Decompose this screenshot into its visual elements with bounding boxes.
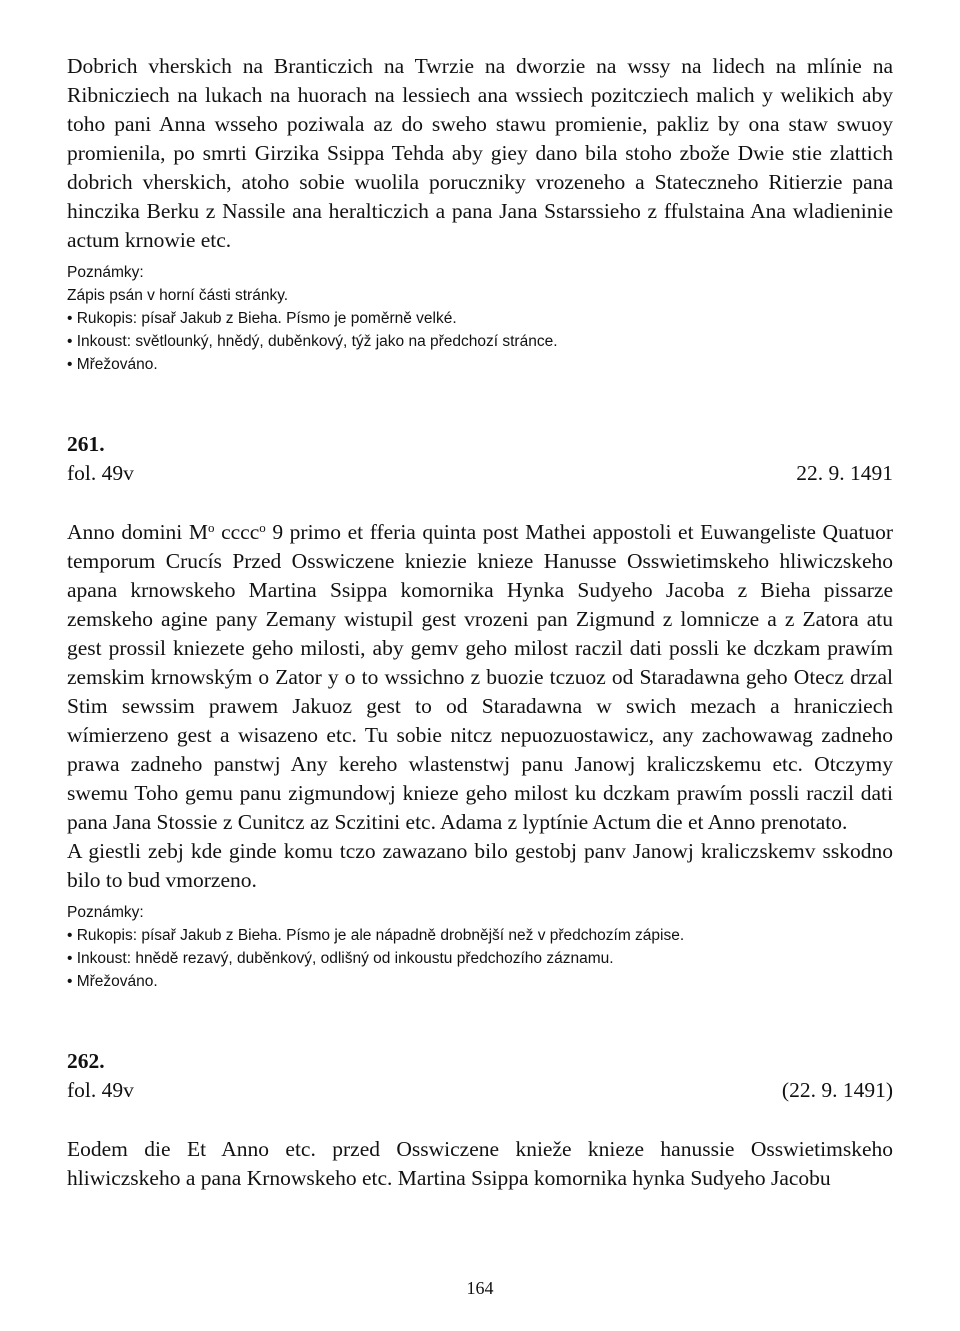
text-part: cccc [214, 520, 260, 544]
entry-date: 22. 9. 1491 [796, 461, 893, 485]
notes-label: Poznámky: [67, 264, 144, 281]
note-item: • Inkoust: světlounký, hnědý, duběnkový, týž jako na předchozí stránce. [67, 330, 893, 353]
superscript: o [259, 520, 266, 535]
entry-number: 261. [67, 432, 105, 456]
top-paragraph: Dobrich vherskich na Branticzich na Twrzie na dworzie na wssy na lidech na mlínie na Ribnicziech na lukach na huorach na lessiech ana wssiech pozitcziech malich y welikich aby toho pani Anna wsseho poziwala az do sweho stawu promienie, pakliz by ona staw swuoy promienila, po smrti Girzika Ssippa Tehda aby giey dano bila stoho zbože Dwie stie zlattich dobrich vherskich, atoho sobie wuolila poruczniky vrozeneho a Stateczneho Ritierzie pana hinczika Berku z Nassile ana heralticzich a pana Jana Sstarssieho z ffulstaina Ana wladieninie actum krnowie etc. [67, 54, 893, 252]
top-notes [67, 261, 893, 376]
superscript: o [207, 520, 215, 535]
note-item: • Mřežováno. [67, 353, 893, 376]
text-part: 9 primo et fferia quinta post Mathei appostoli et Euwangeliste Quatuor temporum Crucís Przed Osswiczene kniezie knieze Hanusse Osswietimskeho hliwiczskeho apana krnowskeho Martina Ssippa komornika Hynka Sudyeho Jacoba z Bieha pissarze zemskeho agine pany Zemany wistupil gest vrozeni pan Zigmund z lomnicze a z Zatora atu gest prossil kniezete geho milosti, aby gemv geho milost raczil dati possli ke dczkam prawím zemskim krnowským o Zator y o to wssichno z buozie tczuoz od Staradawna geho Otecz drzal Stim sewssim prawem Jakuoz gest to od Staradawna w swich mezach a hranicziech wímierzeno gest a wisazeno etc. Tu sobie nitcz nepuozuostawicz, any zachowawag zadneho prawa zadneho panstwj Any kereho wlastenstwj panu Janowj kraliczskemu etc. Otczymy swemu Toho gemu panu zigmundowj knieze geho milost ku dczkam prawím possli raczil dati pana Jana Stossie z Cunitcz az Sczitini etc. Adama z lyptínie Actum die et Anno prenotato. [67, 520, 894, 834]
notes-label: Poznámky: [67, 904, 144, 921]
entry-261-text [67, 518, 893, 837]
note-item: • Rukopis: písař Jakub z Bieha. Písmo je poměrně velké. [67, 307, 893, 330]
page-content [67, 52, 893, 1193]
text-part: Anno domini M [67, 520, 208, 544]
note-item: • Inkoust: hnědě rezavý, duběnkový, odlišný od inkoustu předchozího záznamu. [67, 947, 893, 970]
folio-ref: fol. 49v [67, 461, 134, 485]
entry-date: (22. 9. 1491) [781, 1078, 893, 1102]
entry-261-notes [67, 901, 893, 993]
entry-261-paragraph-2: A giestli zebj kde ginde komu tczo zawazano bilo gestobj panv Janowj kraliczskemv sskodno bilo to bud vmorzeno. [67, 839, 893, 892]
note-item: • Mřežováno. [67, 970, 893, 993]
entry-number: 262. [67, 1049, 105, 1073]
entry-262-text: Eodem die Et Anno etc. przed Osswiczene knieže knieze hanussie Osswietimskeho hliwiczskeho a pana Krnowskeho etc. Martina Ssippa komornika hynka Sudyeho Jacobu [67, 1137, 893, 1190]
page-number: 164 [466, 1278, 494, 1298]
entry-262-header [67, 1047, 893, 1105]
folio-ref: fol. 49v [67, 1078, 134, 1102]
note-item: Zápis psán v horní části stránky. [67, 287, 289, 304]
note-item: • Rukopis: písař Jakub z Bieha. Písmo je ale nápadně drobnější než v předchozím zápise. [67, 924, 893, 947]
entry-261-header [67, 430, 893, 488]
